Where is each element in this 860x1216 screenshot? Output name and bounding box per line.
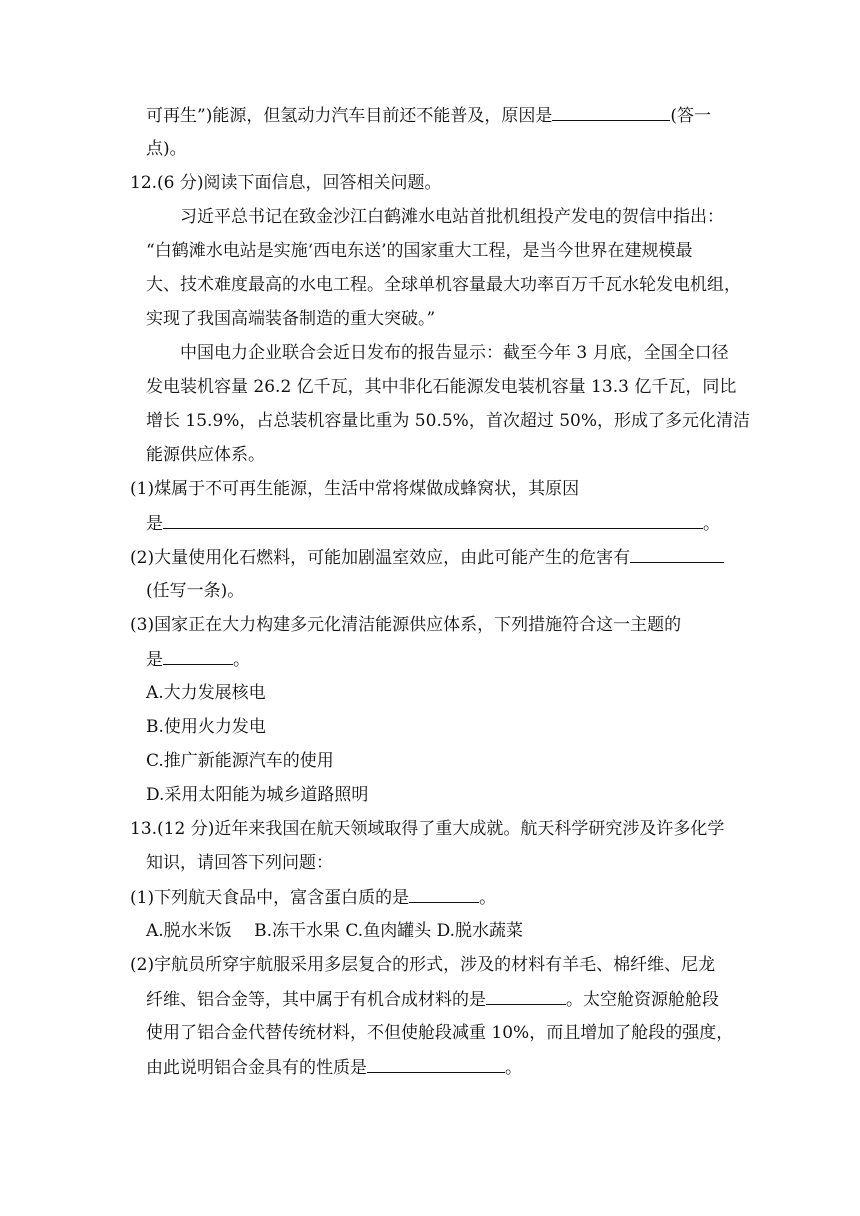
answer-blank[interactable] xyxy=(630,546,724,563)
answer-blank[interactable] xyxy=(163,648,233,665)
answer-blank[interactable] xyxy=(486,988,566,1005)
q12-passage2-line: 能源供应体系。 xyxy=(146,445,265,465)
q12-sub3-answer-line: 是 。 xyxy=(146,650,250,670)
answer-blank[interactable] xyxy=(367,1056,505,1073)
question-13-stem: 13.(12 分)近年来我国在航天领域取得了重大成就。航天科学研究涉及许多化学 xyxy=(130,819,725,839)
q12-sub2-tail: (任写一条)。 xyxy=(146,581,245,601)
continuation-line-2: 点)。 xyxy=(146,139,187,159)
q12-option-d: D.采用太阳能为城乡道路照明 xyxy=(146,785,369,805)
q12-passage2-line: 中国电力企业联合会近日发布的报告显示：截至今年 3 月底，全国全口径 xyxy=(180,343,729,363)
question-13-stem-cont: 知识，请回答下列问题： xyxy=(146,853,333,873)
q12-sub3: (3)国家正在大力构建多元化清洁能源供应体系，下列措施符合这一主题的 xyxy=(130,615,682,635)
q12-option-a: A.大力发展核电 xyxy=(146,683,266,703)
q13-sub2-line1: (2)宇航员所穿宇航服采用多层复合的形式，涉及的材料有羊毛、棉纤维、尼龙 xyxy=(130,955,716,975)
q13-sub2-line2: 纤维、铝合金等，其中属于有机合成材料的是 。太空舱资源舱舱段 xyxy=(146,990,719,1010)
q12-passage1-line: 实现了我国高端装备制造的重大突破。” xyxy=(146,309,436,329)
answer-blank[interactable] xyxy=(552,104,670,121)
q12-option-b: B.使用火力发电 xyxy=(146,717,266,737)
q12-option-c: C.推广新能源汽车的使用 xyxy=(146,751,334,771)
q12-sub1: (1)煤属于不可再生能源，生活中常将煤做成蜂窝状，其原因 xyxy=(130,479,580,499)
answer-blank[interactable] xyxy=(409,886,479,903)
q12-passage1-line: 大、技术难度最高的水电工程。全球单机容量最大功率百万千瓦水轮发电机组， xyxy=(146,275,741,295)
q12-sub1-answer-line: 是 。 xyxy=(146,514,720,534)
q13-sub2-line3: 使用了铝合金代替传统材料，不但使舱段减重 10%，而且增加了舱段的强度， xyxy=(146,1023,734,1043)
q12-passage1-line: “白鹤滩水电站是实施‘西电东送’的国家重大工程，是当今世界在建规模最 xyxy=(146,241,693,261)
q12-passage2-line: 增长 15.9%，占总装机容量比重为 50.5%，首次超过 50%，形成了多元化清洁 xyxy=(146,411,751,431)
q12-passage2-line: 发电装机容量 26.2 亿千瓦，其中非化石能源发电装机容量 13.3 亿千瓦，同比 xyxy=(146,377,737,397)
q13-sub2-line4: 由此说明铝合金具有的性质是 。 xyxy=(146,1058,522,1078)
q12-sub2: (2)大量使用化石燃料，可能加剧温室效应，由此可能产生的危害有 xyxy=(130,546,724,569)
q13-sub1: (1)下列航天食品中，富含蛋白质的是 。 xyxy=(130,888,497,908)
answer-blank[interactable] xyxy=(163,512,703,529)
q12-passage1-line: 习近平总书记在致金沙江白鹤滩水电站首批机组投产发电的贺信中指出： xyxy=(180,207,724,227)
question-12-stem: 12.(6 分)阅读下面信息，回答相关问题。 xyxy=(130,173,442,193)
continuation-line-1: 可再生”)能源，但氢动力汽车目前还不能普及，原因是 (答一 xyxy=(146,106,711,126)
q13-sub1-options: A.脱水米饭 B.冻干水果 C.鱼肉罐头 D.脱水蔬菜 xyxy=(146,921,524,941)
